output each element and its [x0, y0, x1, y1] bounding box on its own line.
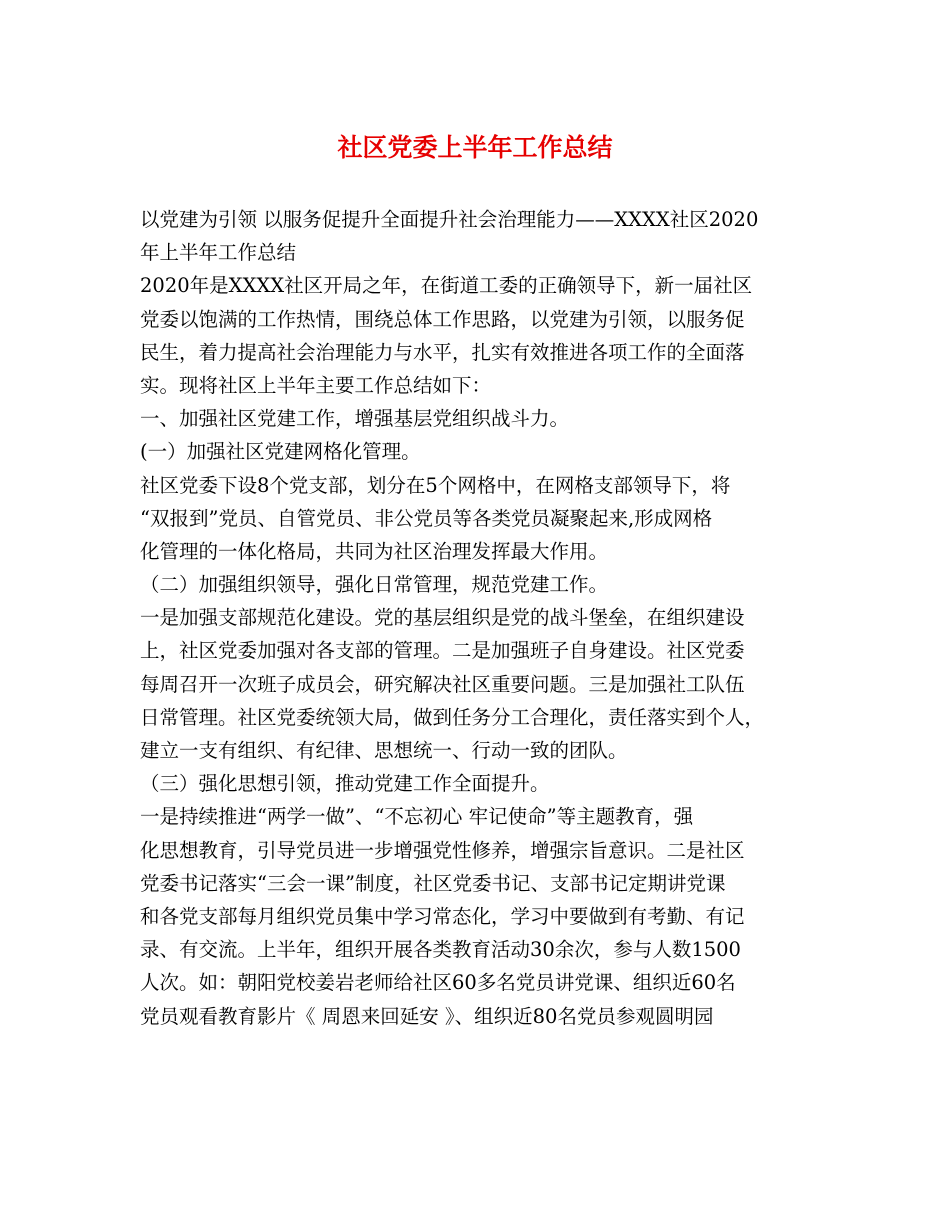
body-line: 民生，着力提高社会治理能力与水平，扎实有效推进各项工作的全面落: [140, 340, 745, 364]
subsection-heading: (一）加强社区党建网格化管理。: [140, 440, 421, 464]
body-line: 每周召开一次班子成员会，研究解决社区重要问题。三是加强社工队伍: [140, 672, 745, 696]
document-body: [140, 203, 820, 1033]
subsection-heading: （三）强化思想引领，推动党建工作全面提升。: [140, 772, 550, 796]
body-line: 一是加强支部规范化建设。党的基层组织是党的战斗堡垒，在组织建设: [140, 606, 745, 630]
body-line: 以党建为引领 以服务促提升全面提升社会治理能力——XXXX社区2020: [140, 208, 759, 231]
section-heading: 一、加强社区党建工作，增强基层党组织战斗力。: [140, 407, 570, 431]
body-line: 上，社区党委加强对各支部的管理。二是加强班子自身建设。社区党委: [140, 639, 745, 663]
body-line: 党员观看教育影片《 周恩来回延安 》、组织近80名党员参观圆明园: [140, 1004, 714, 1028]
body-line: 2020年是XXXX社区开局之年，在街道工委的正确领导下，新一届社区: [140, 274, 753, 298]
body-line: 人次。如：朝阳党校姜岩老师给社区60多名党员讲党课、组织近60名: [140, 971, 736, 995]
body-line: “双报到”党员、自管党员、非公党员等各类党员凝聚起来,形成网格: [140, 506, 713, 530]
body-line: 和各党支部每月组织党员集中学习常态化，学习中要做到有考勤、有记: [140, 904, 745, 928]
body-line: 建立一支有组织、有纪律、思想统一、行动一致的团队。: [140, 739, 628, 762]
body-line: 日常管理。社区党委统领大局，做到任务分工合理化，责任落实到个人，: [140, 705, 765, 729]
body-line: 录、有交流。上半年，组织开展各类教育活动30余次，参与人数1500: [140, 938, 741, 962]
body-line: 年上半年工作总结: [140, 241, 297, 265]
subsection-heading: （二）加强组织领导，强化日常管理，规范党建工作。: [140, 573, 609, 597]
body-line: 实。现将社区上半年主要工作总结如下：: [140, 373, 492, 397]
body-line: 社区党委下设8个党支部，划分在5个网格中，在网格支部领导下，将: [140, 473, 731, 497]
body-line: 党委书记落实“三会一课”制度，社区党委书记、支部书记定期讲党课: [140, 871, 726, 895]
document-title: 社区党委上半年工作总结: [337, 133, 613, 162]
body-line: 一是持续推进“两学一做”、“不忘初心 牢记使命”等主题教育，强: [140, 805, 694, 829]
body-line: 党委以饱满的工作热情，围绕总体工作思路，以党建为引领，以服务促: [140, 307, 745, 331]
body-line: 化管理的一体化格局，共同为社区治理发挥最大作用。: [140, 539, 609, 563]
body-line: 化思想教育，引导党员进一步增强党性修养，增强宗旨意识。二是社区: [140, 838, 745, 862]
